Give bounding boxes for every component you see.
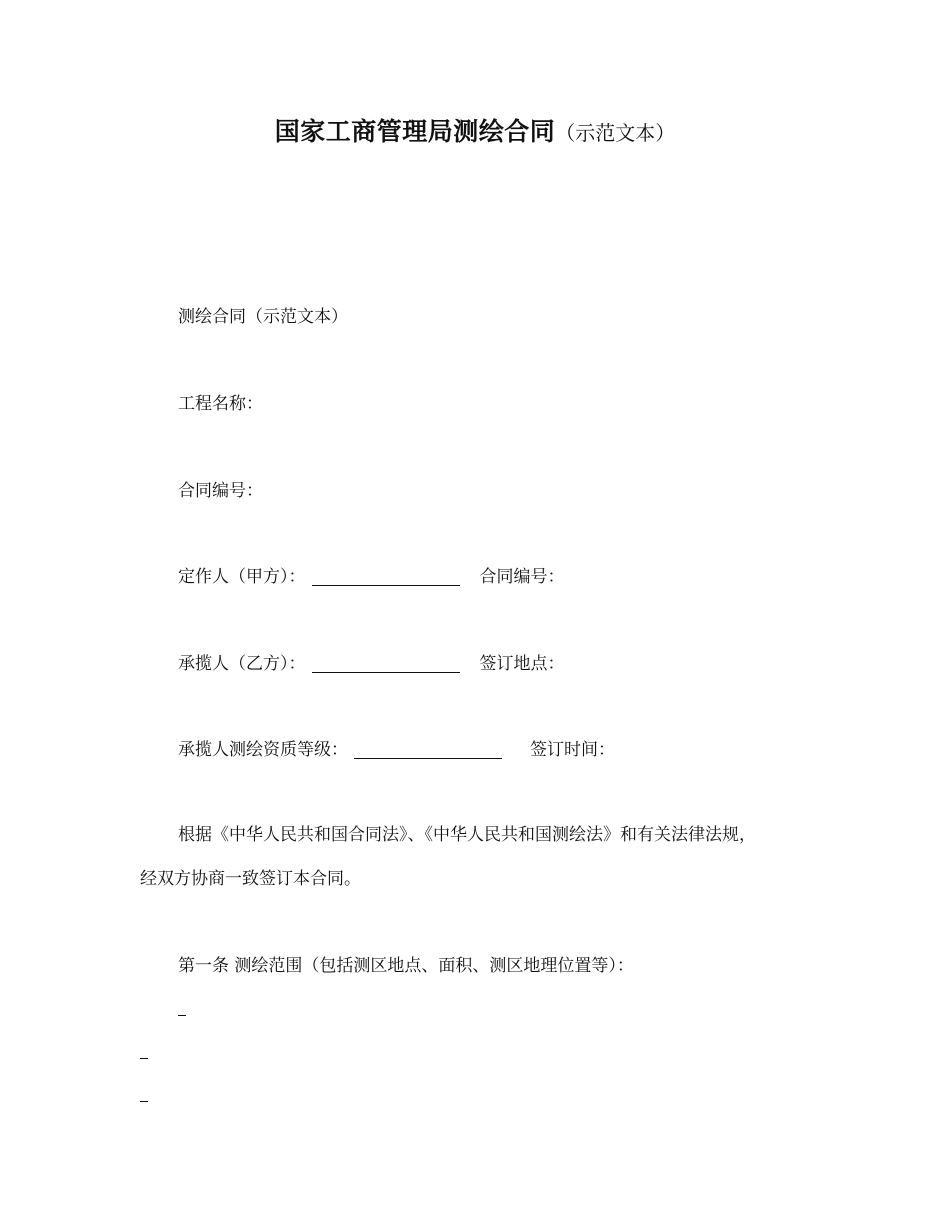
title-main: 国家工商管理局测绘合同	[274, 117, 556, 146]
subtitle-line: 测绘合同（示范文本）	[178, 307, 348, 327]
project-name-label: 工程名称：	[178, 394, 263, 414]
preamble-line-2: 经双方协商一致签订本合同。	[140, 869, 361, 889]
qualification-label: 承揽人测绘资质等级：	[178, 740, 348, 760]
party-b-row	[178, 653, 565, 675]
document-title	[0, 112, 950, 148]
sign-place-label: 签订地点：	[479, 654, 565, 674]
qualification-blank[interactable]	[354, 742, 502, 759]
party-b-blank[interactable]	[312, 656, 460, 673]
blank-line-3[interactable]	[140, 1100, 148, 1102]
contract-number-label: 合同编号：	[178, 481, 263, 501]
qualification-row	[178, 739, 615, 761]
preamble-line-1: 根据《中华人民共和国合同法》、《中华人民共和国测绘法》和有关法律法规，	[178, 825, 756, 845]
party-a-blank[interactable]	[312, 569, 460, 586]
party-b-label: 承揽人（乙方）：	[178, 654, 306, 674]
party-a-label: 定作人（甲方）：	[178, 567, 306, 587]
sign-time-label: 签订时间：	[530, 740, 615, 760]
blank-line-2[interactable]	[140, 1057, 148, 1059]
contract-number-label-2: 合同编号：	[479, 567, 565, 587]
article-1: 第一条 测绘范围（包括测区地点、面积、测区地理位置等）：	[178, 956, 634, 976]
party-a-row	[178, 566, 565, 588]
blank-line-1[interactable]	[178, 1014, 186, 1016]
preamble-paragraph	[140, 813, 840, 901]
title-sub: （示范文本）	[555, 121, 676, 145]
